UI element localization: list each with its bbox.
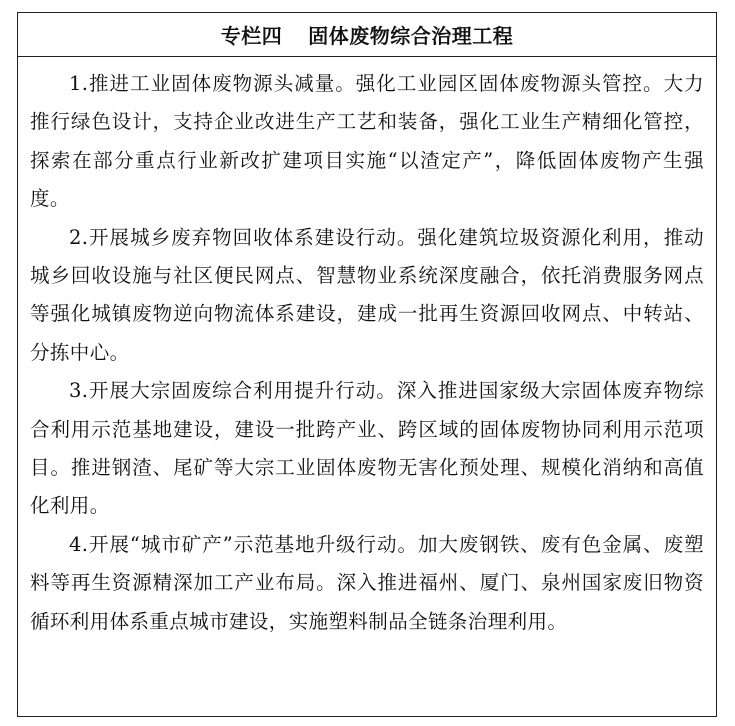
- panel-header: [18, 13, 716, 57]
- item-source-reduction: 1.推进工业固体废物源头减量。强化工业园区固体废物源头管控。大力推行绿色设计，支持企业改进生产工艺和装备，强化工业生产精细化管控，探索在部分重点行业新改扩建项目实施“以渣定产”，降低固体废物产生强度。: [30, 72, 704, 211]
- panel-body: [18, 57, 716, 641]
- item-recycling-system: 2.开展城乡废弃物回收体系建设行动。强化建筑垃圾资源化利用，推动城乡回收设施与社区便民网点、智慧物业系统深度融合，依托消费服务网点等强化城镇废物逆向物流体系建设，建成一批再生资源回收网点、中转站、分拣中心。: [30, 225, 704, 364]
- item-urban-mining: 4.开展“城市矿产”示范基地升级行动。加大废钢铁、废有色金属、废塑料等再生资源精深加工产业布局。深入推进福州、厦门、泉州国家废旧物资循环利用体系重点城市建设，实施塑料制品全链条治理利用。: [30, 532, 704, 633]
- project-panel: [17, 12, 717, 717]
- item-bulk-waste-utilization: 3.开展大宗固废综合利用提升行动。深入推进国家级大宗固体废弃物综合利用示范基地建设，建设一批跨产业、跨区域的固体废物协同利用示范项目。推进钢渣、尾矿等大宗工业固体废物无害化预处理、规模化消纳和高值化利用。: [30, 379, 704, 518]
- panel-label: 专栏四: [220, 24, 283, 48]
- panel-title: 固体废物综合治理工程: [308, 24, 514, 48]
